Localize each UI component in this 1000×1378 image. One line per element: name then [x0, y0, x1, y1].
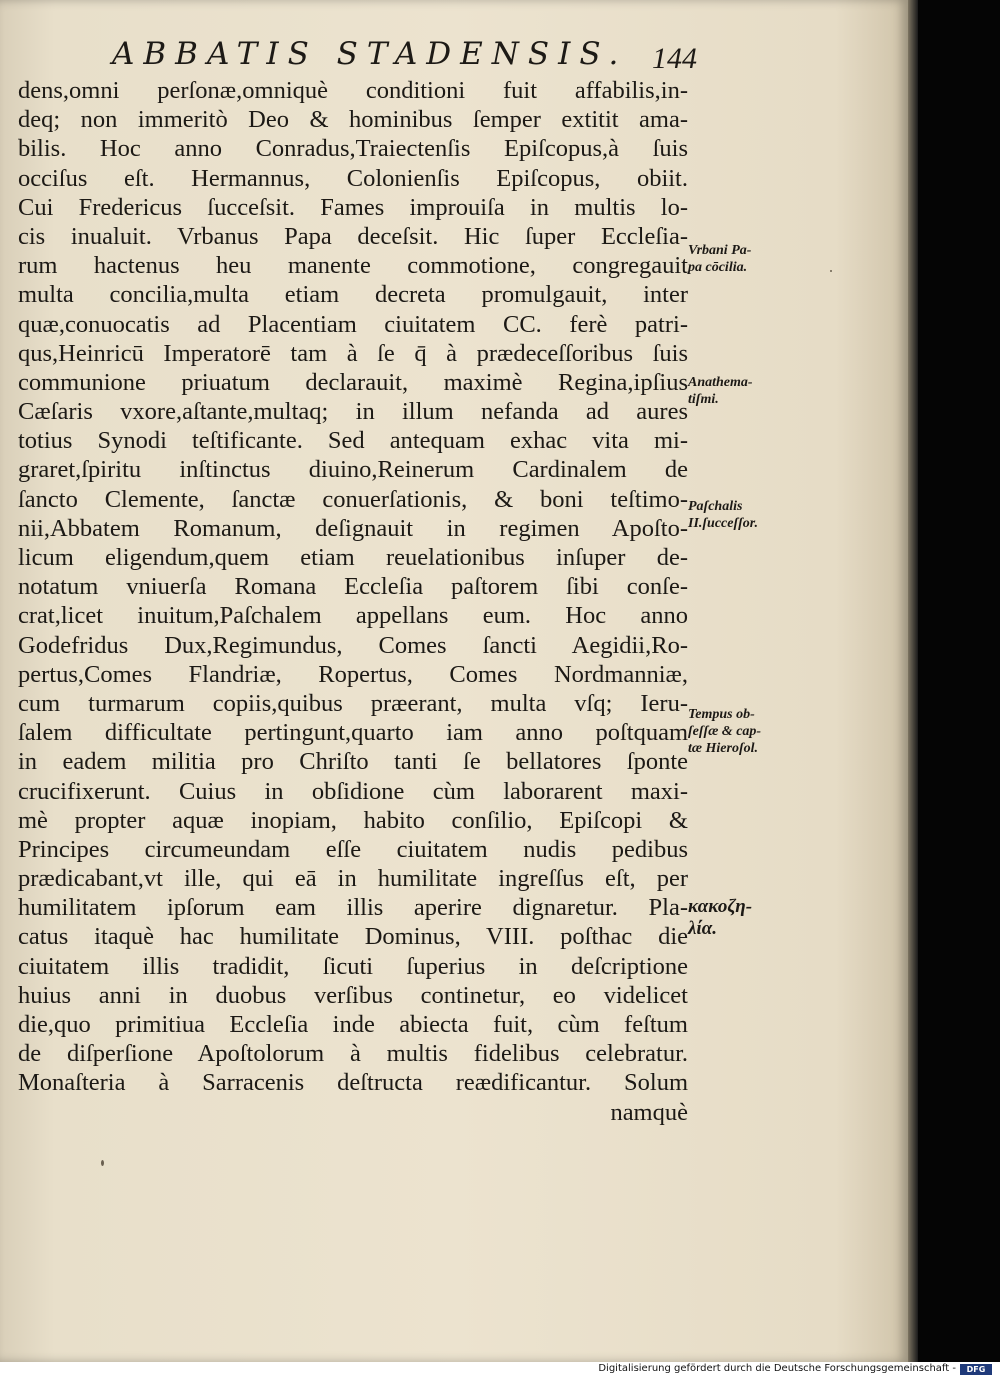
text-line: ſalem difficultate pertingunt,quarto iam anno poſtquam — [18, 719, 688, 747]
main-text-block — [18, 76, 688, 1127]
text-line: cum turmarum copiis,quibus præerant, multa vſq; Ieru- — [18, 689, 688, 717]
text-line: Godefridus Dux,Regimundus, Comes ſancti Aegidii,Ro- — [18, 631, 688, 659]
digitization-credit: Digitalisierung gefördert durch die Deutsche Forschungsgemeinschaft - — [598, 1363, 956, 1374]
text-line: quæ,conuocatis ad Placentiam ciuitatem CC. ferè patri- — [18, 310, 688, 338]
text-line: die,quo primitiua Eccleſia inde abiecta fuit, cùm feſtum — [18, 1011, 688, 1038]
margin-note-tempus: Tempus ob- ſeſſæ & cap- tæ Hieroſol. — [688, 707, 762, 756]
text-line: crucifixerunt. Cuius in obſidione cùm laborarent maxi- — [18, 777, 688, 805]
text-line: in eadem militia pro Chriſto tanti ſe bellatores ſponte — [18, 748, 688, 776]
text-line: Monaſteria à Sarracenis deſtructa reædificantur. Solum — [18, 1069, 688, 1097]
text-line: occiſus eſt. Hermannus, Colonienſis Epiſcopus, obiit. — [18, 164, 688, 192]
text-line: Cui Fredericus ſucceſsit. Fames improuiſa in multis lo- — [18, 193, 688, 221]
text-line: communione priuatum declarauit, maximè Regina,ipſius — [18, 368, 688, 396]
text-line: rum hactenus heu manente commotione, congregauit — [18, 252, 688, 280]
page-number: 144 — [652, 42, 697, 75]
text-line: de diſperſione Apoſtolorum à multis fidelibus celebratur. — [18, 1040, 688, 1068]
text-line: cis inualuit. Vrbanus Papa deceſsit. Hic ſuper Eccleſia- — [18, 222, 688, 250]
margin-note-anathema: Anathema- tiſmi. — [688, 375, 753, 407]
text-line: Cæſaris vxore,aſtante,multaq; in illum nefanda ad aures — [18, 398, 688, 426]
text-line: pertus,Comes Flandriæ, Ropertus, Comes Nordmanniæ, — [18, 660, 688, 688]
page-edge-shadow — [908, 0, 918, 1362]
text-line: ciuitatem illis tradidit, ſicuti ſuperius in deſcriptione — [18, 952, 688, 980]
dfg-logo: DFG — [960, 1364, 992, 1375]
text-line: namquè — [610, 1098, 688, 1126]
text-line: notatum vniuerſa Romana Eccleſia paſtorem ſibi conſe- — [18, 573, 688, 601]
text-line: prædicabant,vt ille, qui eā in humilitate ingreſſus eſt, per — [18, 865, 688, 893]
text-line: bilis. Hoc anno Conradus,Traiectenſis Epiſcopus,à ſuis — [18, 135, 688, 163]
text-line: deq; non immeritò Deo & hominibus ſemper extitit ama- — [18, 106, 688, 134]
text-line: crat,licet inuitum,Paſchalem appellans eum. Hoc anno — [18, 602, 688, 630]
text-line: multa concilia,multa etiam decreta promulgauit, inter — [18, 281, 688, 309]
text-line: humilitatem ipſorum eam illis aperire dignaretur. Pla- — [18, 894, 688, 922]
margin-note-greek: κακοζη- λία. — [688, 896, 753, 939]
text-line: Principes circumeundam eſſe ciuitatem nudis pedibus — [18, 835, 688, 863]
running-head: ABBATIS STADENSIS. — [112, 36, 628, 72]
text-line: catus itaquè hac humilitate Dominus, VIII. poſthac die — [18, 923, 688, 951]
text-line: qus,Heinricū Imperatorē tam à ſe q̄ à prædeceſſoribus ſuis — [18, 339, 688, 367]
footer-bar — [0, 1362, 1000, 1378]
text-line: licum eligendum,quem etiam reuelationibus inſuper de- — [18, 544, 688, 571]
text-line: graret,ſpiritu inſtinctus diuino,Reinerum Cardinalem de — [18, 456, 688, 484]
text-line: dens,omni perſonæ,omniquè conditioni fuit affabilis,in- — [18, 77, 688, 104]
paper-speck — [830, 270, 832, 272]
text-line: ſancto Clemente, ſanctæ conuerſationis, & boni teſtimo- — [18, 485, 688, 513]
text-line: huius anni in duobus verſibus continetur, eo videlicet — [18, 981, 688, 1009]
text-line: nii,Abbatem Romanum, deſignauit in regimen Apoſto- — [18, 514, 688, 542]
text-line: totius Synodi teſtificante. Sed antequam exhac vita mi- — [18, 427, 688, 455]
text-line: mè propter aquæ inopiam, habito conſilio, Epiſcopi & — [18, 806, 688, 834]
margin-note-urbani: Vrbani Pa- pa cōcilia. — [688, 243, 752, 275]
paper-speck — [101, 1160, 104, 1166]
margin-note-paschalis: Paſchalis II.ſucceſſor. — [688, 499, 758, 531]
